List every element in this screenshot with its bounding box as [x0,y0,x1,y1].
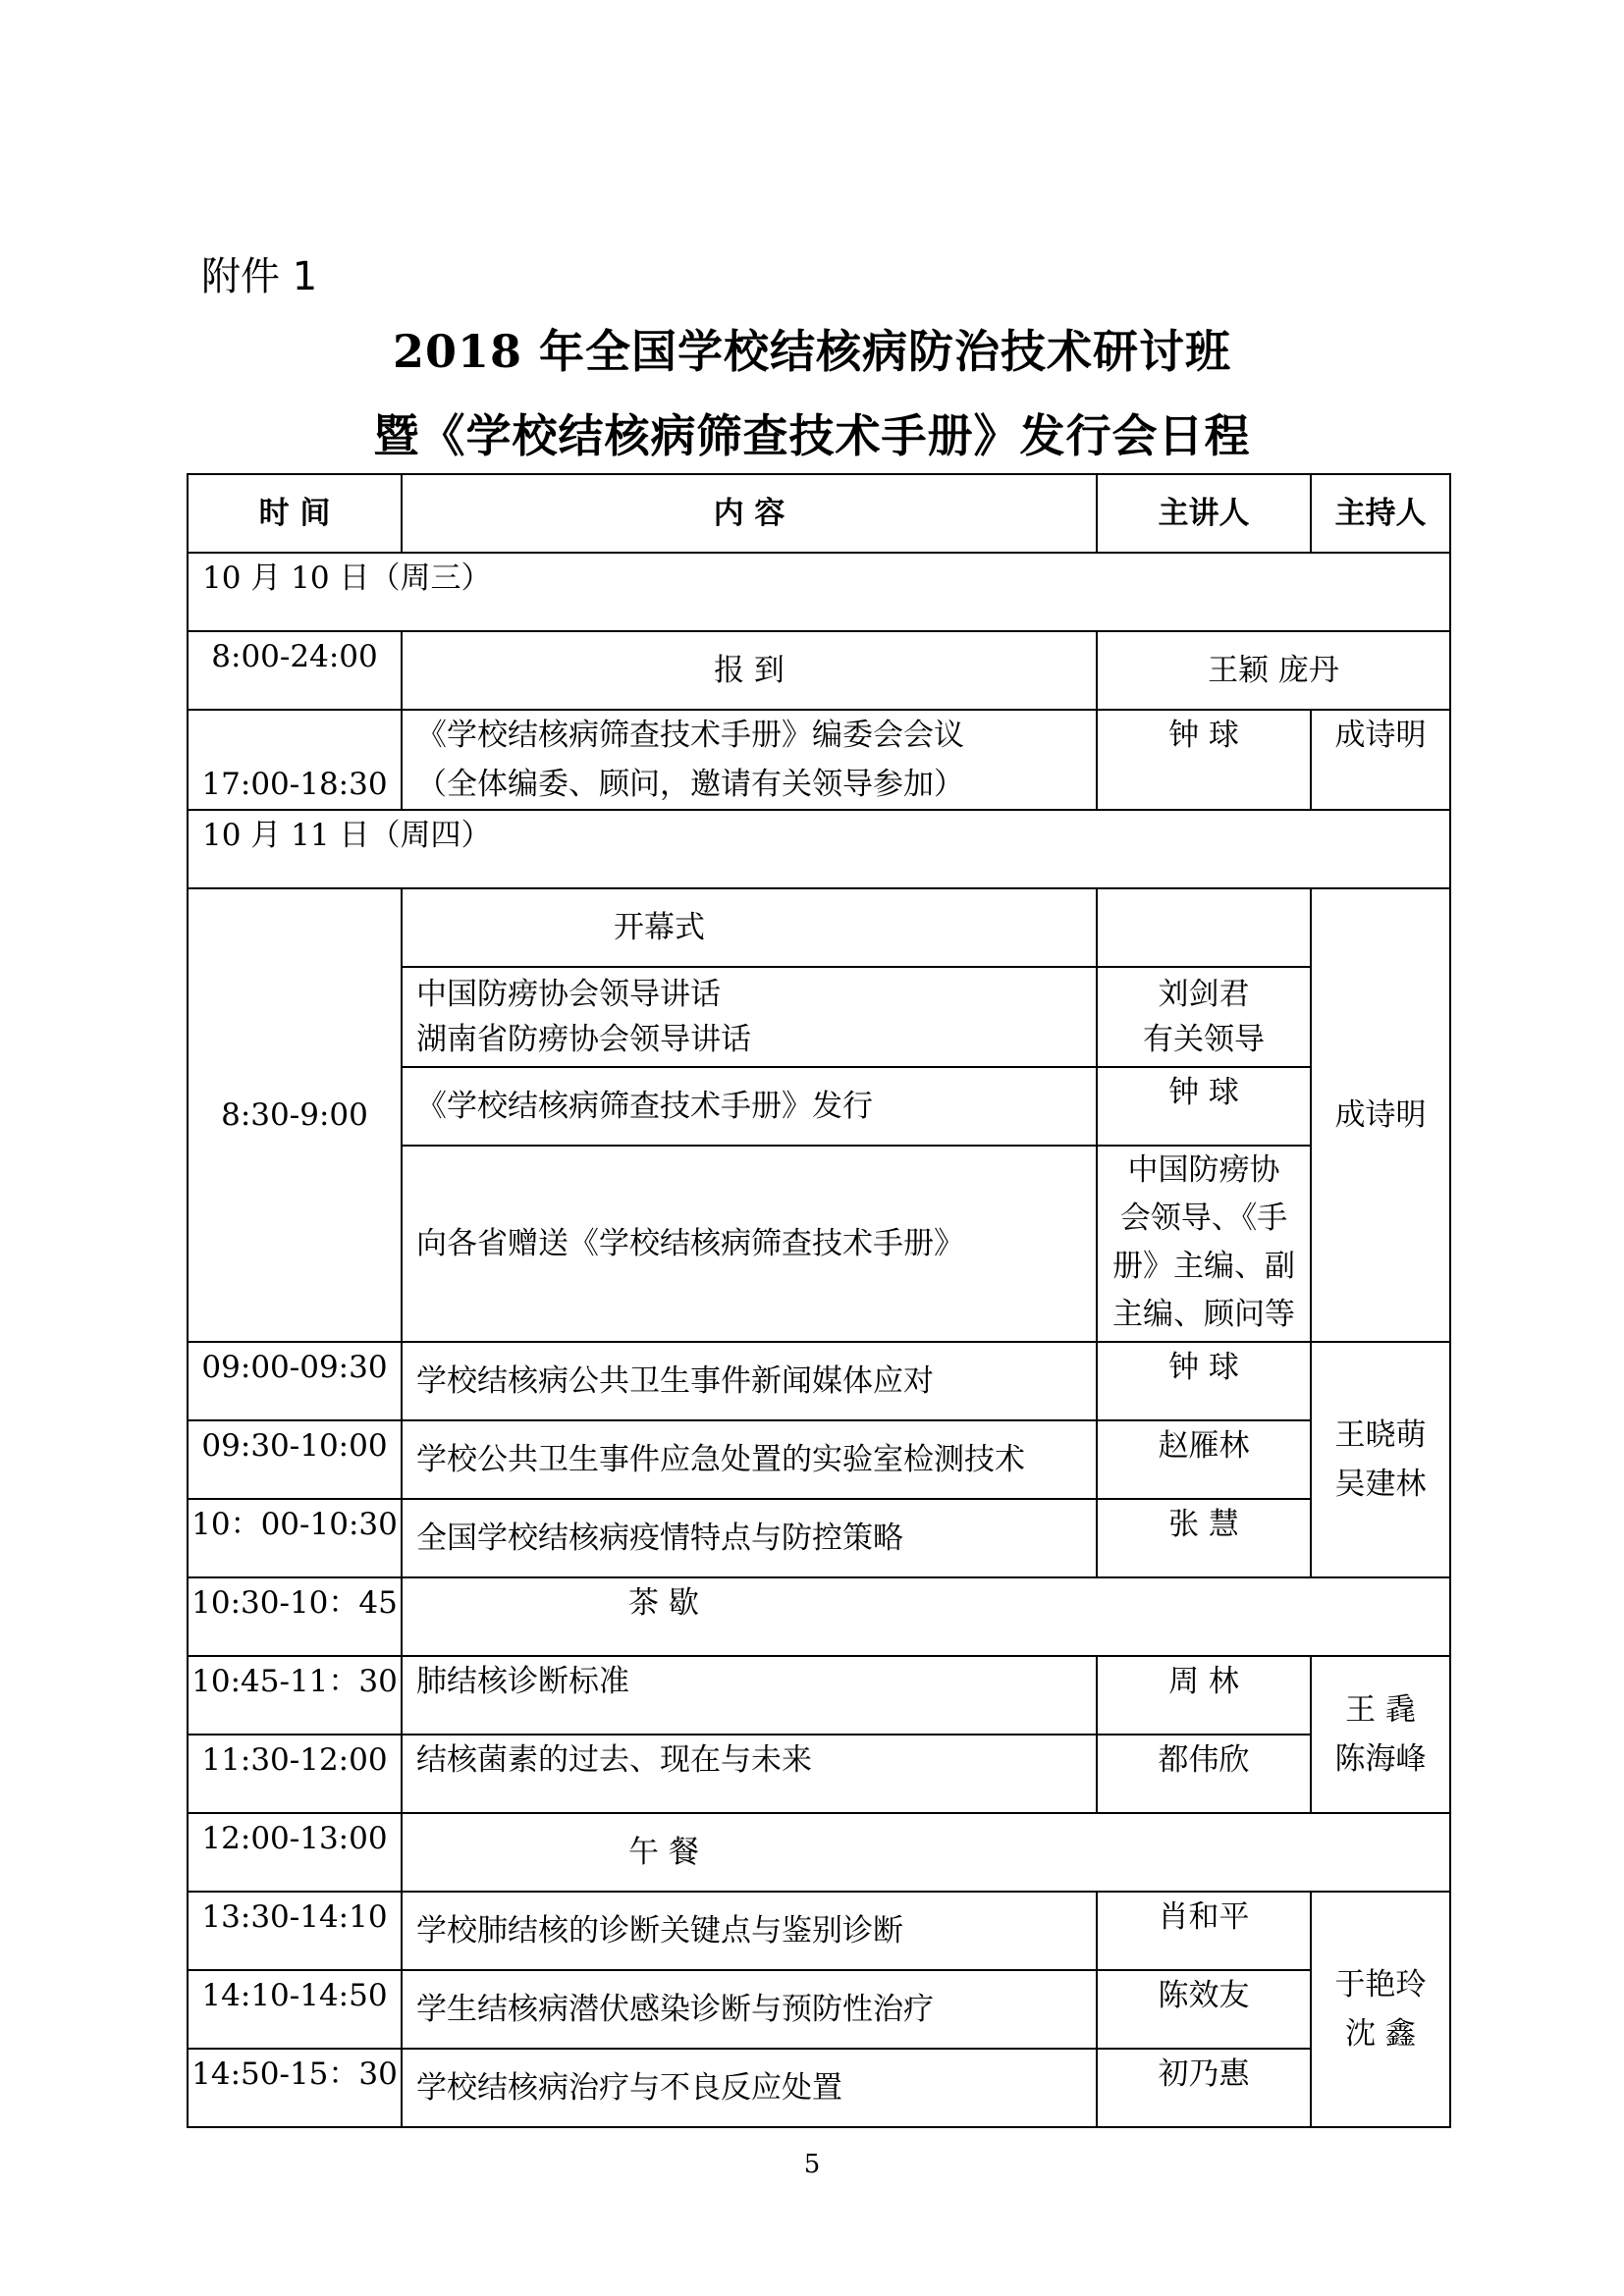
time-cell: 11:30-12:00 [188,1735,402,1813]
host-line: 吴建林 [1334,1467,1427,1502]
speaker-line: 中国防痨协 [1127,1152,1280,1188]
time-cell: 14:50-15：30 [188,2049,402,2127]
host-line: 陈海峰 [1334,1741,1427,1777]
header-host: 主持人 [1311,474,1450,553]
speaker-line: 刘剑君 [1158,977,1250,1012]
host-cell [1311,1892,1450,2127]
time-cell: 8:00-24:00 [188,631,402,710]
host-line: 王晓萌 [1334,1417,1427,1453]
content-cell: 报 到 [402,631,1097,710]
content-cell: 结核菌素的过去、现在与未来 [402,1735,1097,1813]
staff-cell: 王颖 庞丹 [1097,631,1450,710]
day-row [188,810,1450,888]
content-cell: 向各省赠送《学校结核病筛查技术手册》 [402,1146,1097,1342]
time-cell: 8:30-9:00 [188,888,402,1342]
speaker-cell: 初乃惠 [1097,2049,1311,2127]
content-line: （全体编委、顾问，邀请有关领导参加） [416,767,964,802]
header-time: 时 间 [188,474,402,553]
content-cell: 学校结核病治疗与不良反应处置 [402,2049,1097,2127]
content-cell: 学校肺结核的诊断关键点与鉴别诊断 [402,1892,1097,1970]
time-cell: 12:00-13:00 [188,1813,402,1892]
day-row [188,553,1450,631]
speaker-cell: 陈效友 [1097,1970,1311,2049]
content-cell: 学生结核病潜伏感染诊断与预防性治疗 [402,1970,1097,2049]
table-row [188,1892,1450,1970]
content-cell [402,710,1097,810]
table-row [188,1970,1450,2049]
host-cell: 成诗明 [1311,710,1450,810]
table-row [188,1656,1450,1735]
table-row [188,1735,1450,1813]
content-cell: 全国学校结核病疫情特点与防控策略 [402,1499,1097,1577]
table-row [188,1420,1450,1499]
time-cell: 13:30-14:10 [188,1892,402,1970]
page-number: 5 [803,2150,821,2179]
speaker-line: 册》主编、副 [1112,1249,1295,1284]
speaker-cell: 钟 球 [1097,1342,1311,1420]
host-cell [1311,1656,1450,1813]
host-line: 沈 鑫 [1345,2016,1416,2052]
content-cell: 学校结核病公共卫生事件新闻媒体应对 [402,1342,1097,1420]
speaker-cell [1097,888,1311,967]
time-cell: 09:00-09:30 [188,1342,402,1420]
host-cell [1311,1342,1450,1577]
speaker-cell: 肖和平 [1097,1892,1311,1970]
page-title: 2018 年全国学校结核病防治技术研讨班 [392,325,1232,378]
header-speaker: 主讲人 [1097,474,1311,553]
table-row [188,888,1450,967]
host-cell: 成诗明 [1311,888,1450,1342]
table-header-row [188,474,1450,553]
speaker-cell: 钟 球 [1097,710,1311,810]
speaker-cell: 都伟欣 [1097,1735,1311,1813]
content-cell: 《学校结核病筛查技术手册》发行 [402,1067,1097,1146]
speaker-cell: 钟 球 [1097,1067,1311,1146]
content-line: 中国防痨协会领导讲话 [416,977,721,1012]
schedule-table [187,473,1451,2128]
header-content: 内 容 [402,474,1097,553]
content-cell: 学校公共卫生事件应急处置的实验室检测技术 [402,1420,1097,1499]
content-line: 《学校结核病筛查技术手册》编委会会议 [416,718,964,753]
break-cell: 茶 歇 [402,1577,1450,1656]
time-cell: 09:30-10:00 [188,1420,402,1499]
speaker-cell: 周 林 [1097,1656,1311,1735]
content-line: 湖南省防痨协会领导讲话 [416,1022,751,1057]
attachment-label: 附件 1 [201,254,318,299]
host-line: 王 毳 [1345,1692,1416,1728]
time-cell: 14:10-14:50 [188,1970,402,2049]
time-cell: 17:00-18:30 [188,710,402,810]
table-row [188,631,1450,710]
table-row [188,1577,1450,1656]
speaker-line: 会领导、《手 [1119,1201,1288,1236]
table-row [188,1813,1450,1892]
speaker-cell: 赵雁林 [1097,1420,1311,1499]
speaker-cell [1097,967,1311,1067]
day-label: 10 月 11 日（周四） [188,810,1450,888]
table-row [188,2049,1450,2127]
table-row [188,1342,1450,1420]
content-cell [402,967,1097,1067]
content-cell: 肺结核诊断标准 [402,1656,1097,1735]
break-cell: 午 餐 [402,1813,1450,1892]
host-line: 于艳玲 [1334,1967,1427,2002]
time-cell: 10:30-10：45 [188,1577,402,1656]
table-row [188,1499,1450,1577]
content-cell: 开幕式 [402,888,1097,967]
time-cell: 10：00-10:30 [188,1499,402,1577]
speaker-cell: 张 慧 [1097,1499,1311,1577]
speaker-line: 主编、顾问等 [1112,1297,1295,1332]
page-subtitle: 暨《学校结核病筛查技术手册》发行会日程 [373,409,1251,462]
day-label: 10 月 10 日（周三） [188,553,1450,631]
time-cell: 10:45-11：30 [188,1656,402,1735]
table-row [188,710,1450,810]
speaker-cell [1097,1146,1311,1342]
speaker-line: 有关领导 [1143,1022,1265,1057]
